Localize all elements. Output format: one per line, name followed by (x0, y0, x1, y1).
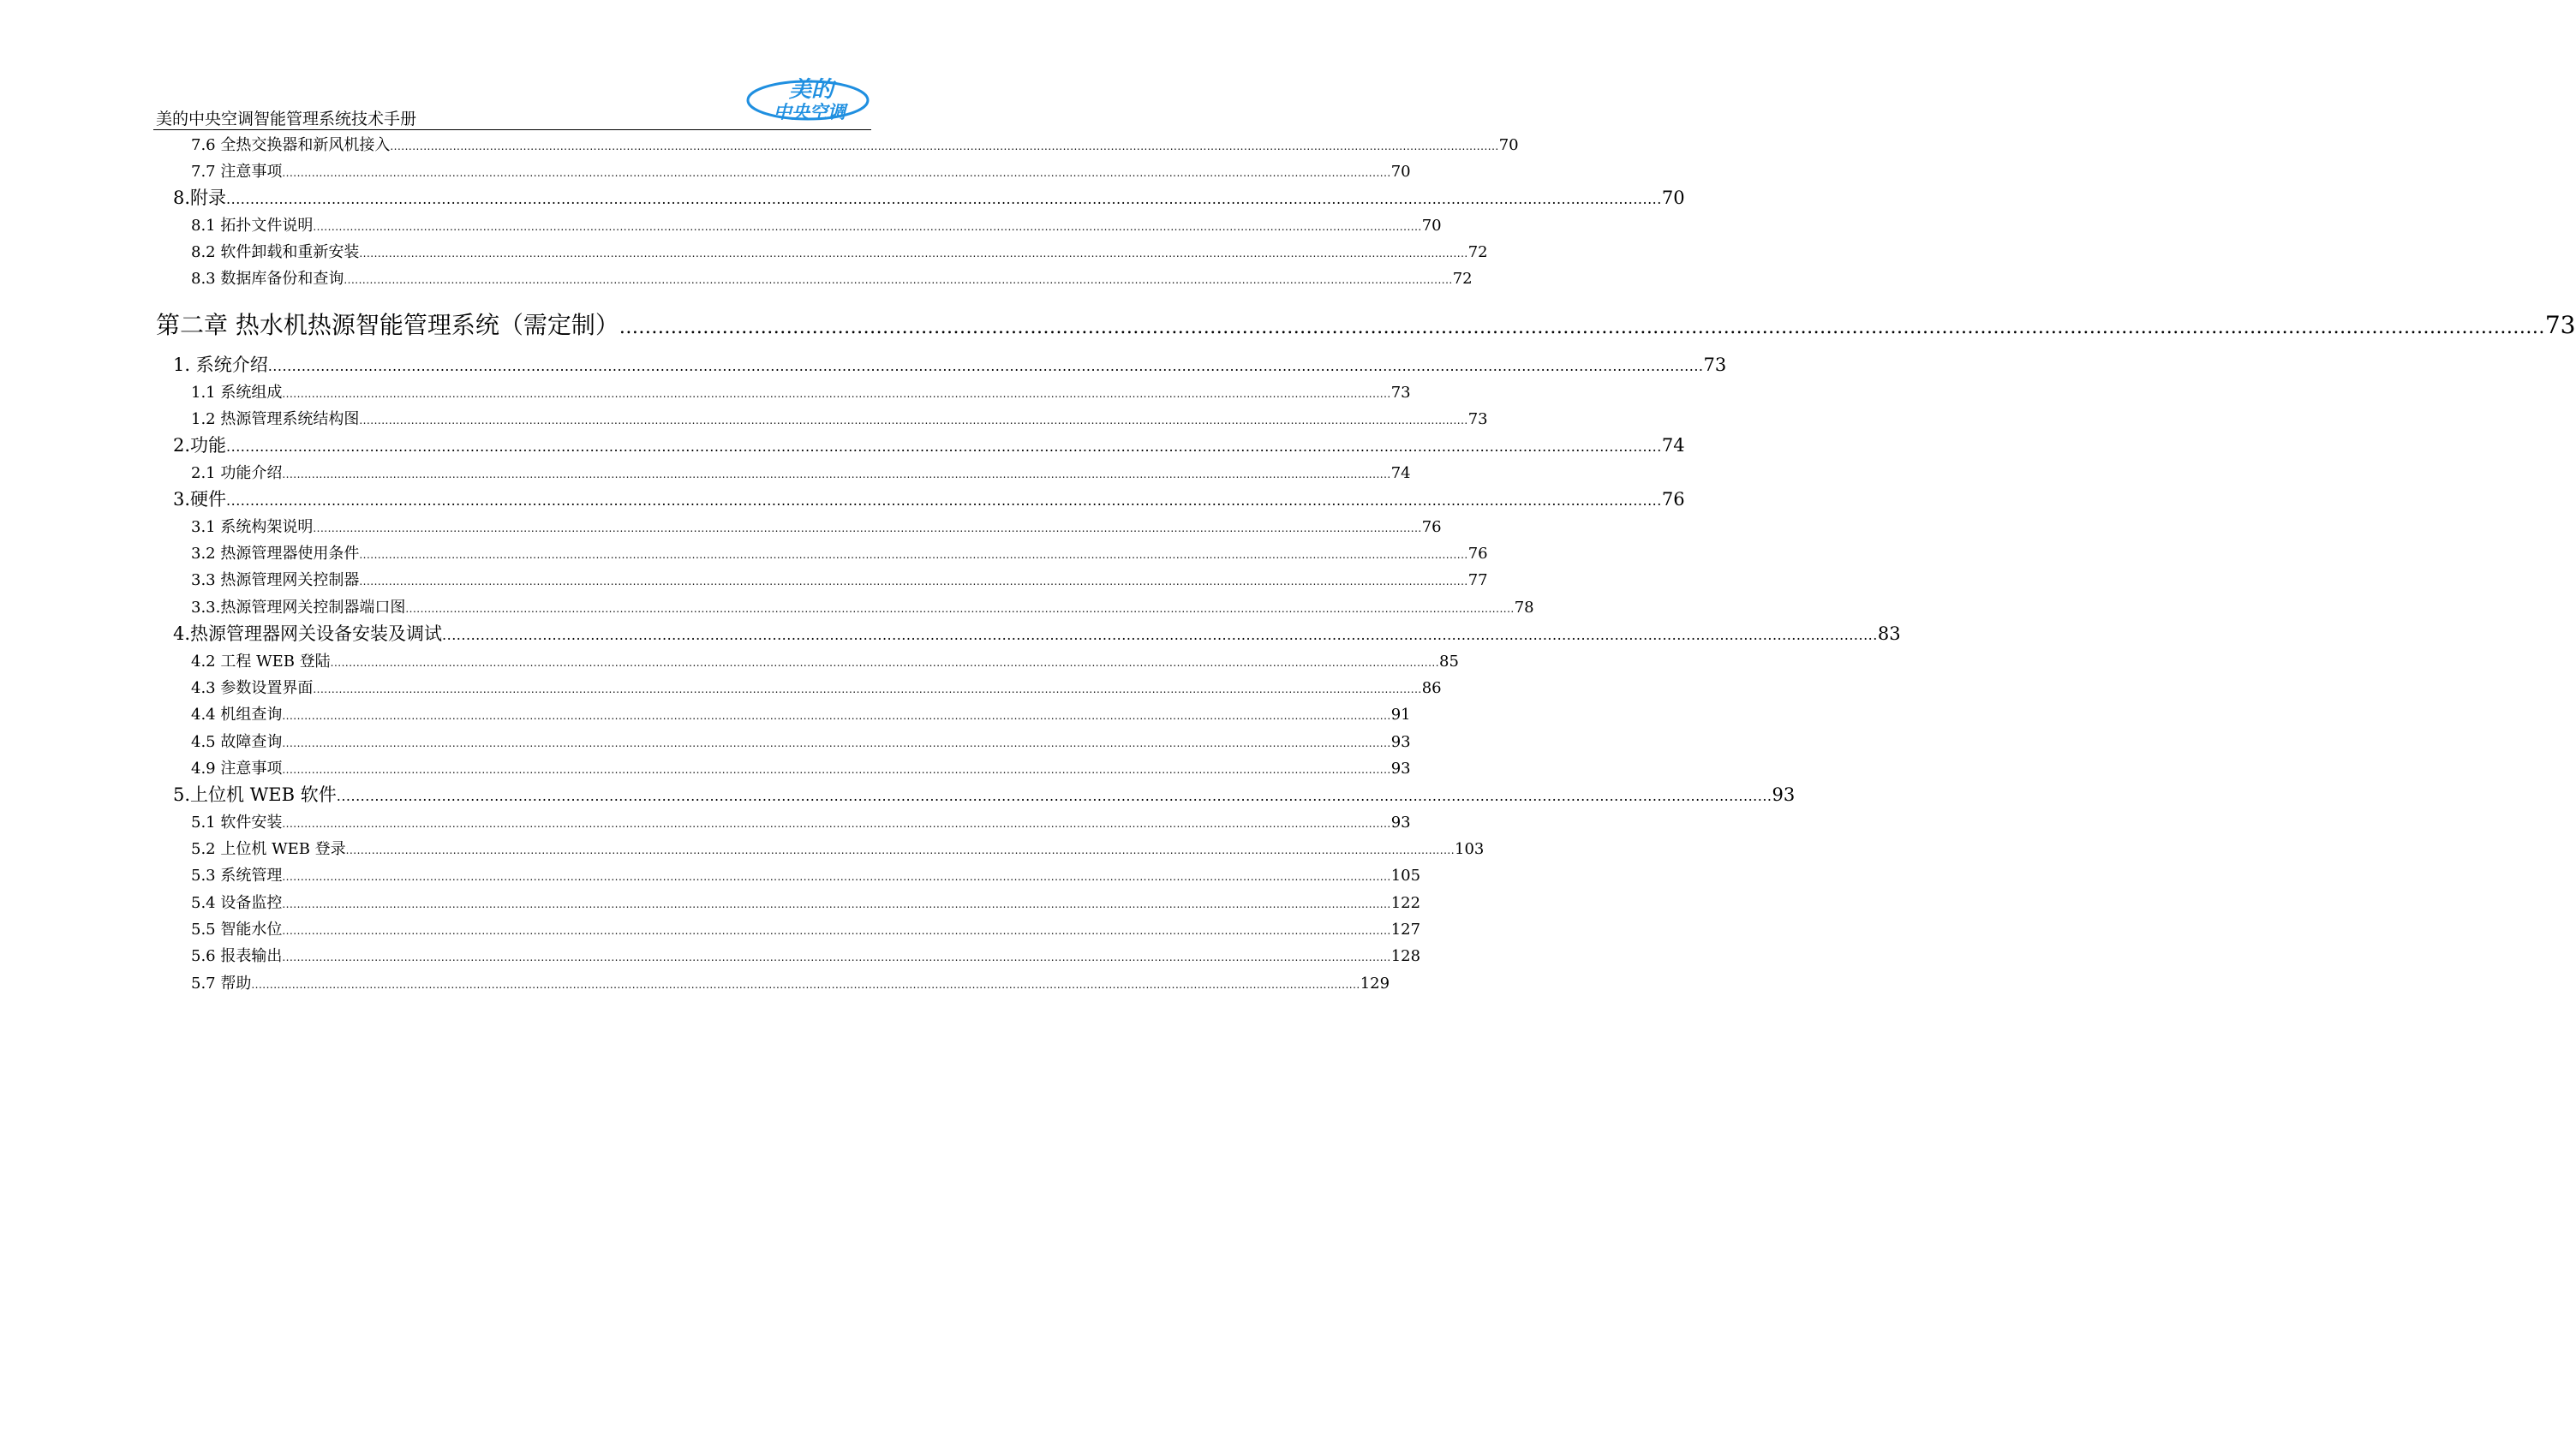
toc-page: 70 (1390, 163, 1411, 181)
toc-leader: ............................................................................................................................................................................................................................................................................................................ (282, 737, 1391, 749)
toc-page: 93 (1390, 814, 1411, 832)
toc-entry[interactable] (191, 242, 1488, 264)
toc-leader: ............................................................................................................................................................................................................................................................................................................ (359, 247, 1468, 259)
toc-leader: ............................................................................................................................................................................................................................................................................................................ (282, 871, 1391, 883)
toc-leader: ............................................................................................................................................................................................................................................................................................................ (226, 492, 1662, 509)
toc-label: 8.附录 (173, 188, 227, 208)
toc-entry[interactable] (191, 732, 1411, 754)
toc-chapter-entry[interactable] (156, 310, 2576, 343)
toc-entry[interactable] (191, 517, 1442, 539)
toc-entry[interactable] (173, 186, 1685, 212)
toc-page: 70 (1498, 136, 1519, 154)
toc-leader: ............................................................................................................................................................................................................................................................................................................ (336, 788, 1772, 804)
toc-page: 72 (1467, 243, 1488, 261)
toc-entry[interactable] (191, 216, 1442, 237)
toc-leader: ............................................................................................................................................................................................................................................................................................................ (313, 683, 1422, 695)
toc-leader: ............................................................................................................................................................................................................................................................................................................ (359, 575, 1468, 587)
toc-page: 77 (1467, 571, 1488, 589)
toc-entry[interactable] (191, 570, 1488, 592)
toc-page: 76 (1661, 489, 1685, 510)
toc-page: 72 (1452, 270, 1473, 288)
toc-entry[interactable] (191, 946, 1421, 968)
toc-entry[interactable] (191, 135, 1519, 157)
toc-label: 5.6 报表输出 (191, 947, 283, 965)
toc-label: 4.9 注意事项 (191, 760, 283, 778)
toc-page: 73 (1703, 355, 1727, 375)
toc-page: 76 (1467, 545, 1488, 563)
toc-label: 3.3.热源管理网关控制器端口图 (191, 599, 406, 617)
toc-page: 127 (1390, 921, 1421, 939)
toc-page: 93 (1390, 733, 1411, 751)
toc-leader: ............................................................................................................................................................................................................................................................................................................ (390, 140, 1499, 152)
toc-entry[interactable] (173, 433, 1685, 459)
toc-entry[interactable] (191, 678, 1442, 700)
toc-page: 93 (1772, 784, 1796, 805)
toc-label: 5.1 软件安装 (191, 814, 283, 832)
toc-entry[interactable] (191, 839, 1485, 861)
toc-entry[interactable] (173, 622, 1901, 647)
toc-entry[interactable] (173, 353, 1727, 379)
toc-label: 3.2 热源管理器使用条件 (191, 545, 360, 563)
toc-label: 7.6 全热交换器和新风机接入 (191, 136, 391, 154)
toc-leader: ............................................................................................................................................................................................................................................................................................................ (282, 764, 1391, 776)
toc-label: 1. 系统介绍 (173, 355, 268, 375)
toc-page: 74 (1390, 464, 1411, 482)
toc-entry[interactable] (191, 705, 1411, 726)
toc-page: 103 (1455, 840, 1485, 858)
toc-label: 7.7 注意事项 (191, 163, 283, 181)
toc-label: 3.3 热源管理网关控制器 (191, 571, 360, 589)
header-rule (153, 129, 871, 130)
svg-text:美的: 美的 (788, 77, 834, 103)
toc-label: 4.3 参数设置界面 (191, 679, 314, 697)
toc-label: 8.3 数据库备份和查询 (191, 270, 344, 288)
toc-leader: ............................................................................................................................................................................................................................................................................................................ (282, 468, 1391, 480)
toc-label: 4.2 工程 WEB 登陆 (191, 653, 331, 671)
toc-entry[interactable] (191, 893, 1421, 915)
toc-entry[interactable] (191, 383, 1411, 404)
toc-entry[interactable] (191, 162, 1411, 183)
toc-page: 73 (2544, 311, 2576, 339)
toc-page: 86 (1421, 679, 1442, 697)
toc-leader: ............................................................................................................................................................................................................................................................................................................ (226, 191, 1662, 207)
toc-leader: ............................................................................................................................................................................................................................................................................................................ (282, 898, 1391, 910)
toc-label: 5.4 设备监控 (191, 894, 283, 912)
toc-page: 85 (1439, 653, 1459, 671)
toc-page: 91 (1390, 706, 1411, 724)
toc-page: 93 (1390, 760, 1411, 778)
toc-page: 76 (1421, 518, 1442, 536)
toc-label: 5.3 系统管理 (191, 867, 283, 885)
toc-entry[interactable] (191, 598, 1534, 619)
midea-logo (743, 72, 871, 128)
toc-leader: ............................................................................................................................................................................................................................................................................................................ (282, 388, 1391, 400)
toc-page: 74 (1661, 435, 1685, 456)
toc-label: 1.2 热源管理系统结构图 (191, 410, 360, 428)
toc-label: 5.2 上位机 WEB 登录 (191, 840, 346, 858)
toc-entry[interactable] (191, 409, 1488, 431)
toc-label: 4.热源管理器网关设备安装及调试 (173, 623, 443, 644)
toc-leader: ............................................................................................................................................................................................................................................................................................................ (313, 221, 1422, 233)
toc-entry[interactable] (191, 463, 1411, 485)
toc-entry[interactable] (173, 783, 1796, 808)
toc-leader: ............................................................................................................................................................................................................................................................................................................ (330, 657, 1440, 669)
toc-entry[interactable] (191, 866, 1421, 887)
toc-page: 83 (1877, 623, 1901, 644)
running-header-title: 美的中央空调智能管理系统技术手册 (156, 110, 417, 128)
toc-page: 128 (1390, 947, 1421, 965)
toc-label: 5.7 帮助 (191, 975, 252, 993)
toc-leader: ............................................................................................................................................................................................................................................................................................................ (405, 603, 1515, 615)
toc-leader: ............................................................................................................................................................................................................................................................................................................ (282, 167, 1391, 179)
toc-label: 3.1 系统构架说明 (191, 518, 314, 536)
toc-leader: ............................................................................................................................................................................................................................................................................................................ (359, 414, 1468, 426)
toc-label: 4.5 故障查询 (191, 733, 283, 751)
toc-label: 3.硬件 (173, 489, 227, 510)
toc-leader: ............................................................................................................................................................................................................................................................................................................ (226, 438, 1662, 455)
toc-page: 73 (1390, 384, 1411, 402)
toc-entry[interactable] (191, 269, 1473, 290)
toc-entry[interactable] (191, 813, 1411, 834)
toc-leader: ............................................................................................................................................................................................................................................................................................................ (282, 818, 1391, 830)
toc-label: 5.5 智能水位 (191, 921, 283, 939)
toc-page: 78 (1514, 599, 1534, 617)
svg-text:中央空调: 中央空调 (774, 102, 846, 122)
toc-label: 8.2 软件卸载和重新安装 (191, 243, 360, 261)
toc-leader: ............................................................................................................................................................................................................................................................................................................ (345, 844, 1455, 856)
toc-leader: ............................................................................................................................................................................................................................................................................................................ (282, 925, 1391, 937)
toc-entry[interactable] (173, 487, 1685, 513)
toc-page: 73 (1467, 410, 1488, 428)
toc-page: 70 (1421, 217, 1442, 235)
toc-entry[interactable] (191, 974, 1390, 995)
toc-entry[interactable] (191, 759, 1411, 780)
toc-page: 105 (1390, 867, 1421, 885)
toc-leader: ............................................................................................................................................................................................................................................................................................................ (619, 317, 2545, 338)
toc-page: 70 (1661, 188, 1685, 208)
toc-leader: ............................................................................................................................................................................................................................................................................................................ (282, 710, 1391, 722)
toc-leader: ............................................................................................................................................................................................................................................................................................................ (313, 522, 1422, 534)
toc-entry[interactable] (191, 652, 1459, 673)
toc-entry[interactable] (191, 544, 1488, 565)
toc-leader: ............................................................................................................................................................................................................................................................................................................ (359, 549, 1468, 561)
toc-label: 2.功能 (173, 435, 227, 456)
toc-page: 129 (1360, 975, 1390, 993)
toc-page: 122 (1390, 894, 1421, 912)
toc-label: 1.1 系统组成 (191, 384, 283, 402)
toc-leader: ............................................................................................................................................................................................................................................................................................................ (251, 979, 1360, 991)
toc-leader: ............................................................................................................................................................................................................................................................................................................ (344, 274, 1453, 286)
toc-leader: ............................................................................................................................................................................................................................................................................................................ (442, 627, 1878, 643)
toc-label: 第二章 热水机热源智能管理系统（需定制） (156, 311, 619, 339)
toc-label: 8.1 拓扑文件说明 (191, 217, 314, 235)
toc-label: 4.4 机组查询 (191, 706, 283, 724)
toc-label: 2.1 功能介绍 (191, 464, 283, 482)
toc-leader: ............................................................................................................................................................................................................................................................................................................ (282, 951, 1391, 963)
toc-label: 5.上位机 WEB 软件 (173, 784, 337, 805)
toc-entry[interactable] (191, 920, 1421, 941)
toc-leader: ............................................................................................................................................................................................................................................................................................................ (267, 358, 1704, 374)
